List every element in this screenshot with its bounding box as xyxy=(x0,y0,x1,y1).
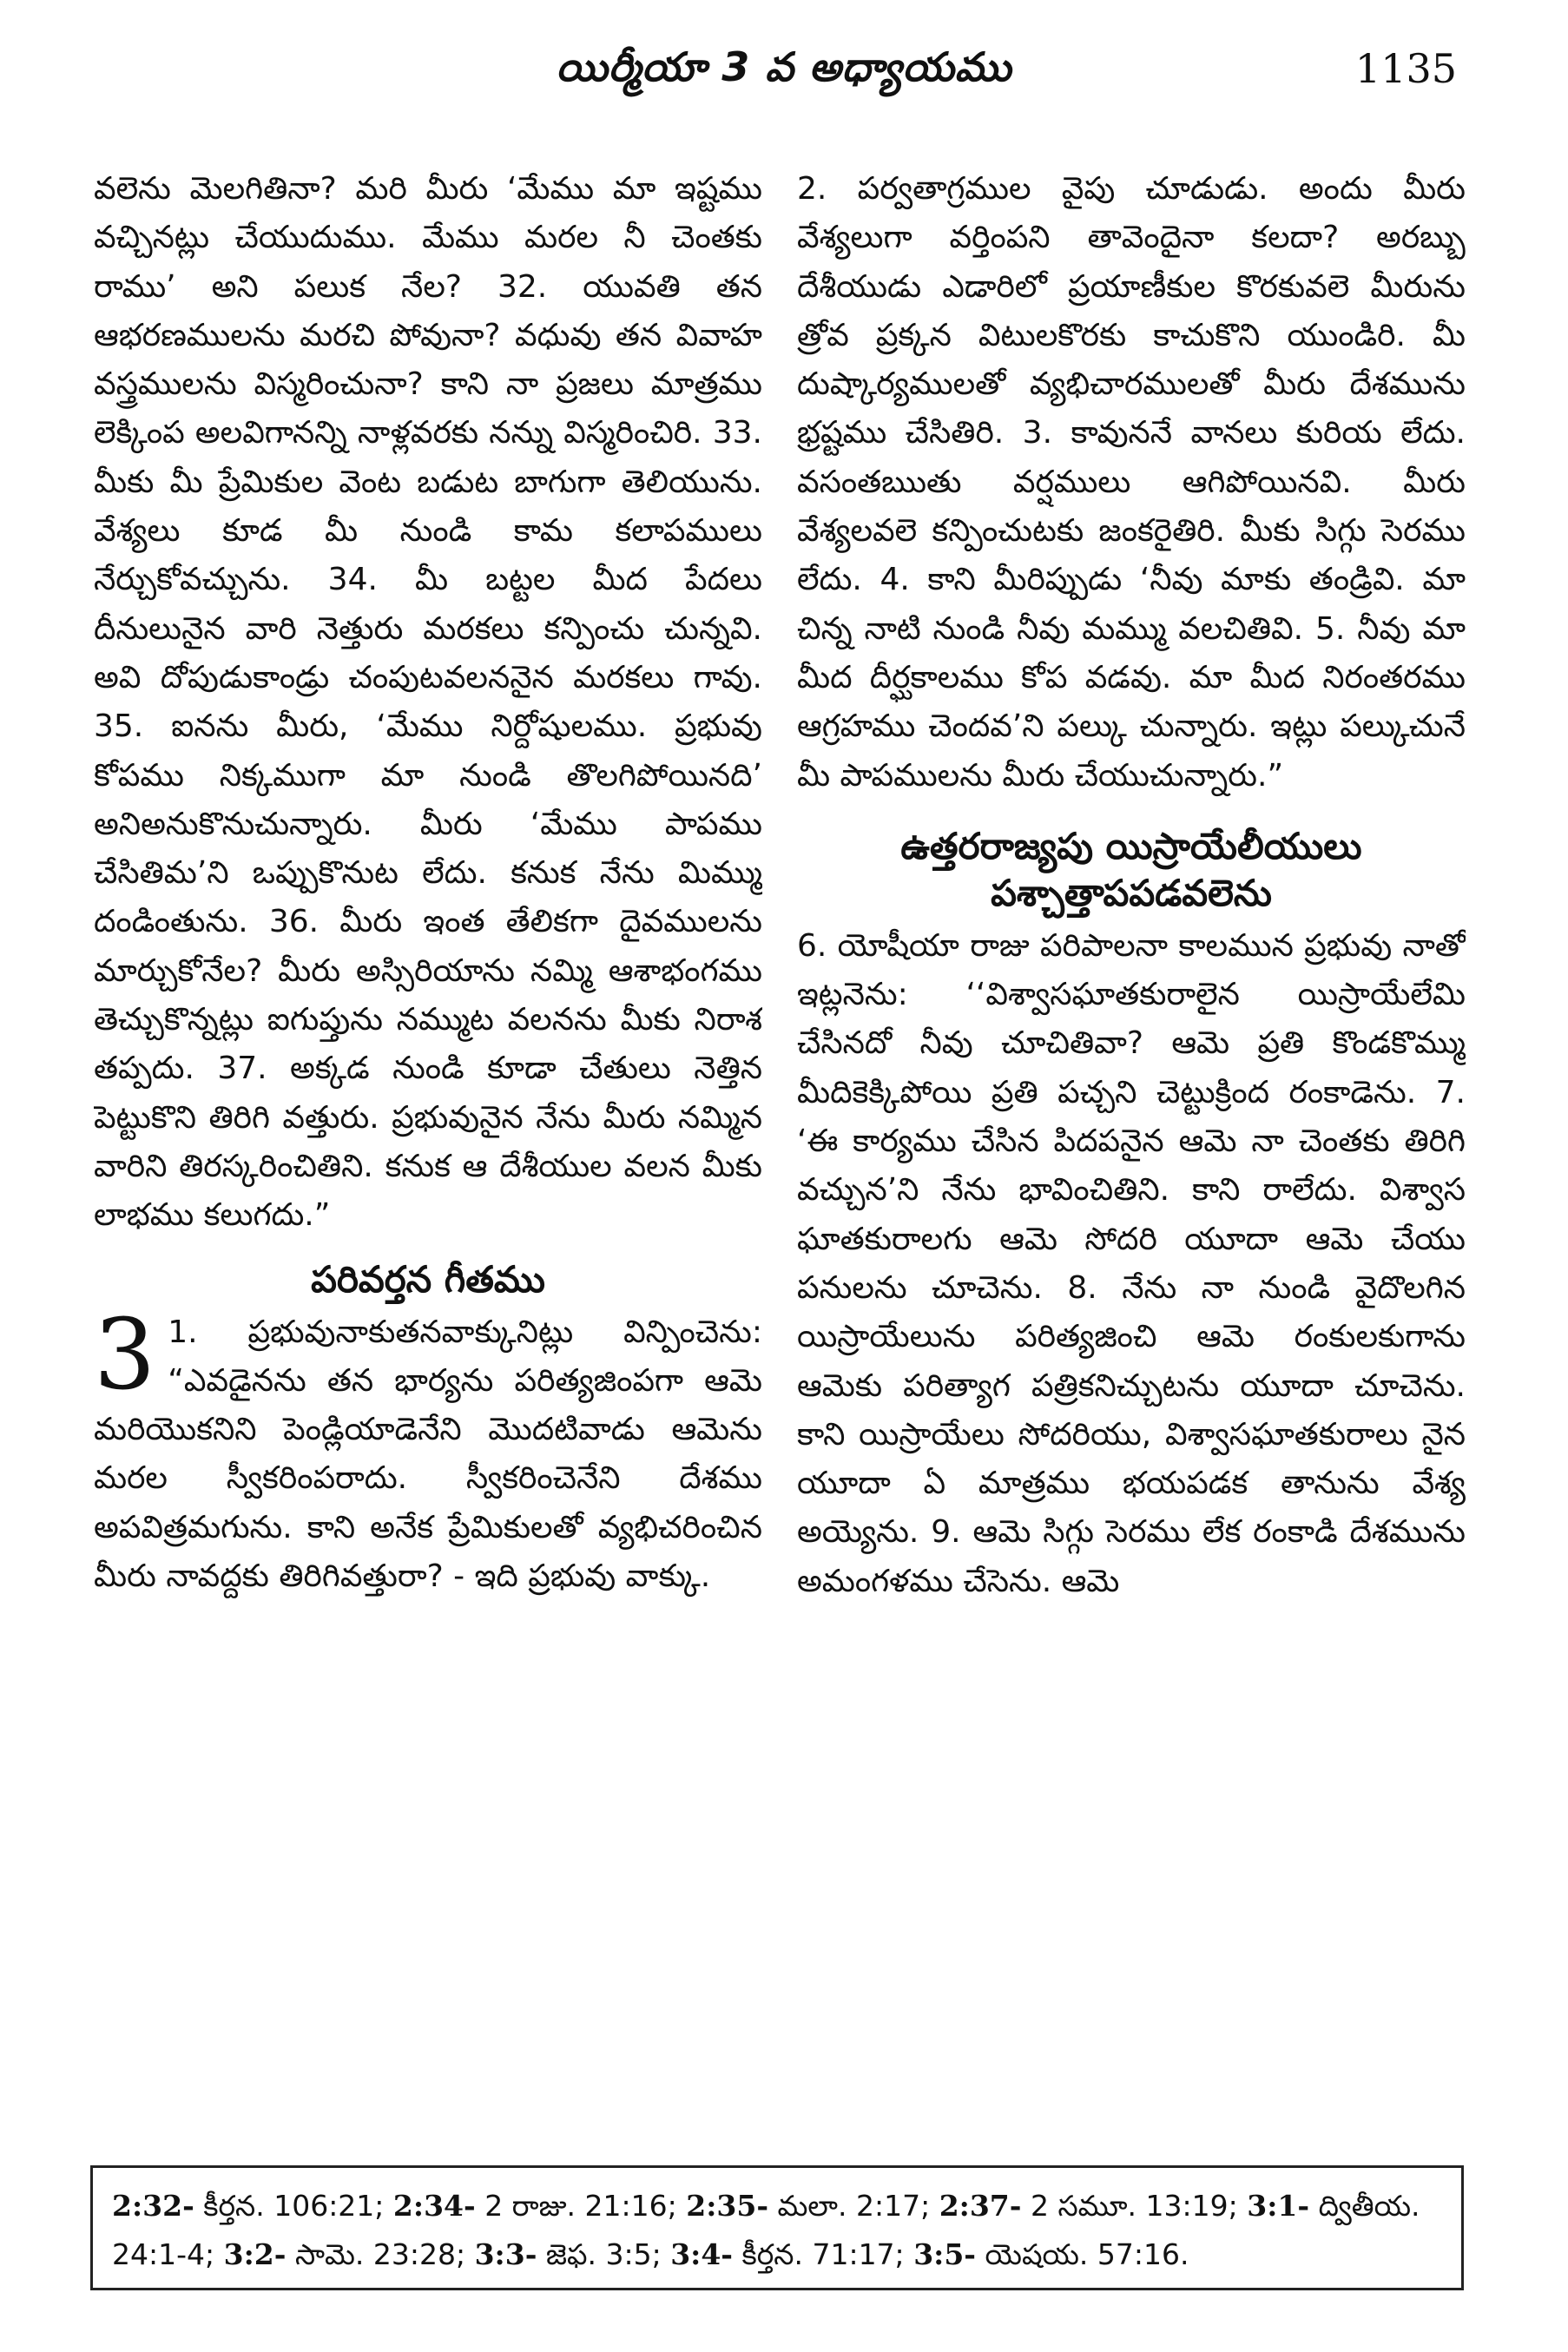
left-paragraph-1: వలెను మెలగితినా? మరి మీరు ‘మేము మా ఇష్టము వచ్చినట్లు చేయుదుము. మేము మరల నీ చెంతకు రాము’ అని పలుక నేల? 32. యువతి తన ఆభరణములను మరచి పోవునా? వధువు తన వివాహ వస్త్రములను విస్మరించునా? కాని నా ప్రజలు మాత్రము లెక్కింప అలవిగానన్ని నాళ్లవరకు నన్ను విస్మరించిరి. 33. మీకు మీ ప్రేమికుల వెంట బడుట బాగుగా తెలియును. వేశ్యలు కూడ మీ నుండి కామ కలాపములు నేర్చుకోవచ్చును. 34. మీ బట్టల మీద పేదలు దీనులునైన వారి నెత్తురు మరకలు కన్పించు చున్నవి. అవి దోపుడుకాండ్రు చంపుటవలననైన మరకలు గావు. 35. ఐనను మీరు, ‘మేము నిర్దోషులము. ప్రభువు కోపము నిక్కముగా మా నుండి తొలగిపోయినది’ అనిఅనుకొనుచున్నారు. మీరు ‘మేము పాపము చేసితిమ’ని ఒప్పుకొనుట లేదు. కనుక నేను మిమ్ము దండింతును. 36. మీరు ఇంత తేలికగా దైవములను మార్చుకోనేల? మీరు అస్సిరియాను నమ్మి ఆశాభంగము తెచ్చుకొన్నట్లు ఐగుప్తును నమ్ముట వలనను మీకు నిరాశ తప్పదు. 37. అక్కడ నుండి కూడా చేతులు నెత్తిన పెట్టుకొని తిరిగి వత్తురు. ప్రభువునైన నేను మీరు నమ్మిన వారిని తిరస్కరించితిని. కనుక ఆ దేశీయుల వలన మీకు లాభము కలుగదు.” xyxy=(94,171,762,1234)
chapter-number: 3 xyxy=(94,1298,156,1412)
footnote-ref: 2:35- xyxy=(686,2189,769,2223)
footnote-text: 2 రాజు. 21:16; xyxy=(484,2189,677,2223)
footnote-ref: 2:34- xyxy=(392,2189,476,2223)
footnote-ref: 2:32- xyxy=(112,2189,194,2223)
page-number: 1135 xyxy=(1354,45,1457,92)
footnote-text: యెషయ. 57:16. xyxy=(985,2237,1189,2271)
footnote-ref: 3:3- xyxy=(474,2237,537,2271)
footnote xyxy=(224,2237,465,2271)
section-heading-conversion-song: పరివర్తన గీతము xyxy=(311,1257,545,1301)
footnote-ref: 2:37- xyxy=(939,2189,1022,2223)
footnote-ref: 3:2- xyxy=(223,2237,287,2271)
footnote-text: కీర్తన. 71:17; xyxy=(741,2237,905,2271)
right-column xyxy=(797,165,1466,2075)
running-title: యిర్మీయా 3 వ అధ్యాయము xyxy=(556,43,1012,90)
chapter-start xyxy=(94,1298,762,1602)
footnote-ref: 3:4- xyxy=(670,2237,734,2271)
section-heading-line-2: పశ్చాత్తాపపడవలెను xyxy=(991,871,1272,914)
right-paragraph-1: 2. పర్వతాగ్రముల వైపు చూడుడు. అందు మీరు వేశ్యలుగా వర్తింపని తావెందైనా కలదా? అరబ్బు దేశీయుడు ఎడారిలో ప్రయాణీకుల కొరకువలె మీరును త్రోవ ప్రక్కన విటులకొరకు కాచుకొని యుండిరి. మీ దుష్కార్యములతో వ్యభిచారములతో మీరు దేశమును భ్రష్టము చేసితిరి. 3. కావుననే వానలు కురియ లేదు. వసంతఋతు వర్షములు ఆగిపోయినవి. మీరు వేశ్యలవలె కన్పించుటకు జంకరైతిరి. మీకు సిగ్గు సెరము లేదు. 4. కాని మీరిప్పుడు ‘నీవు మాకు తండ్రివి. మా చిన్న నాటి నుండి నీవు మమ్ము వలచితివి. 5. నీవు మా మీద దీర్ఘకాలము కోప వడవు. మా మీద నిరంతరము ఆగ్రహము చెందవ’ని పల్కు చున్నారు. ఇట్లు పల్కుచునే మీ పాపములను మీరు చేయుచున్నారు.” xyxy=(797,171,1466,794)
footnote-ref: 3:5- xyxy=(913,2237,976,2271)
footnote xyxy=(670,2237,904,2271)
footnote-text: సామె. 23:28; xyxy=(294,2237,466,2271)
section-heading-northern-israel xyxy=(797,823,1466,917)
footnote xyxy=(393,2189,677,2223)
cross-reference-box xyxy=(90,2165,1464,2290)
footnote-text: ద్వితీయ. 24:1-4; xyxy=(112,2189,1420,2271)
footnote-text: మలా. 2:17; xyxy=(777,2189,931,2223)
footnote xyxy=(112,2189,384,2223)
footnote-text: 2 సమూ. 13:19; xyxy=(1030,2189,1238,2223)
footnote-ref: 3:1- xyxy=(1247,2189,1310,2223)
footnote xyxy=(475,2237,662,2271)
page-header xyxy=(0,35,1568,104)
footnote xyxy=(913,2237,1189,2271)
left-paragraph-2: 1. ప్రభువునాకుతనవాక్కునిట్లు విన్పించెను: “ఎవడైనను తన భార్యను పరిత్యజింపగా ఆమె మరియొకనిని పెండ్లియాడెనేని మొదటివాడు ఆమెను మరల స్వీకరింపరాదు. స్వీకరించెనేని దేశము అపవిత్రమగును. కాని అనేక ప్రేమికులతో వ్యభిచరించిన మీరు నావద్దకు తిరిగివత్తురా? - ఇది ప్రభువు వాక్కు. xyxy=(94,1314,762,1595)
footnote-text: కీర్తన. 106:21; xyxy=(203,2189,385,2223)
section-heading-line-1: ఉత్తరరాజ్యపు యిస్రాయేలీయులు xyxy=(900,824,1362,867)
footnote-text: జెఫ. 3:5; xyxy=(545,2237,662,2271)
footnote xyxy=(686,2189,930,2223)
left-column xyxy=(94,165,762,2075)
right-paragraph-2: 6. యోషీయా రాజు పరిపాలనా కాలమున ప్రభువు నాతో ఇట్లనెను: ‘‘విశ్వాసఘాతకురాలైన యిస్రాయేలేమి చేసినదో నీవు చూచితివా? ఆమె ప్రతి కొండకొమ్ము మీదికెక్కిపోయి ప్రతి పచ్చని చెట్టుక్రింద రంకాడెను. 7. ‘ఈ కార్యము చేసిన పిదపనైన ఆమె నా చెంతకు తిరిగి వచ్చున’ని నేను భావించితిని. కాని రాలేదు. విశ్వాస ఘాతకురాలగు ఆమె సోదరి యూదా ఆమె చేయు పనులను చూచెను. 8. నేను నా నుండి వైదొలగిన యిస్రాయేలును పరిత్యజించి ఆమె రంకులకుగాను ఆమెకు పరిత్యాగ పత్రికనిచ్చుటను యూదా చూచెను. కాని యిస్రాయేలు సోదరియు, విశ్వాసఘాతకురాలు నైన యూదా ఏ మాత్రము భయపడక తానును వేశ్య అయ్యెను. 9. ఆమె సిగ్గు సెరము లేక రంకాడి దేశమును అమంగళము చేసెను. ఆమె xyxy=(797,927,1466,1599)
footnote xyxy=(939,2189,1238,2223)
